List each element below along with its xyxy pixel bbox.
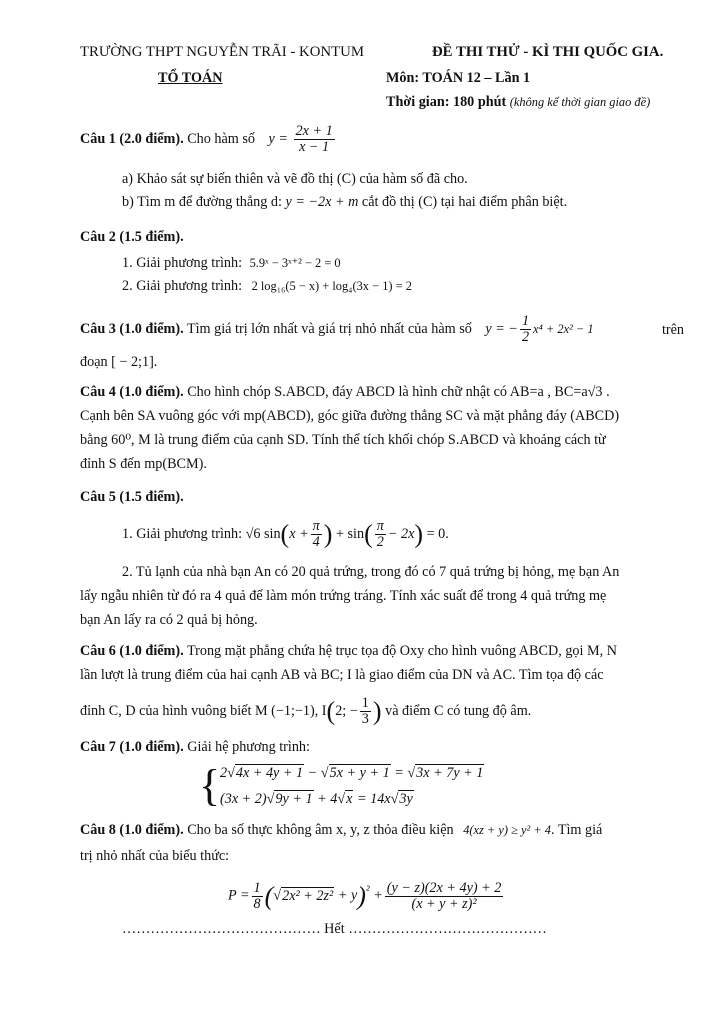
q1-part-b [122, 191, 567, 213]
q6-fraction [360, 696, 371, 727]
q1-intro-line [80, 124, 337, 155]
q7-eq1-root-1: 4x + 4y + 1 [235, 765, 304, 781]
q1-part-a: a) Khảo sát sự biến thiên và vẽ đồ thị (C) của hàm số đã cho. [122, 171, 468, 187]
q5-label: Câu 5 (1.5 điểm). [80, 489, 184, 505]
exam-title: ĐỀ THI THỬ - KÌ THI QUỐC GIA. [432, 44, 664, 60]
q8-f2-num: (y − z)(2x + 4y) + 2 [386, 879, 502, 896]
q8-f2-den: (x + y + z)² [411, 895, 477, 912]
q8-line-2: trị nhỏ nhất của biểu thức: [80, 848, 230, 864]
q4-line-1 [80, 381, 684, 405]
q8-root: 2x² + 2z² [282, 887, 334, 904]
q5-part-2-line-1: 2. Tủ lạnh của nhà bạn An có 20 quả trứng, trong đó có 7 quả trứng bị hỏng, mẹ bạn An [122, 564, 620, 580]
q7-eq1-root-sign-1: √ [227, 765, 235, 781]
q7-eq1-equals: = [394, 765, 404, 781]
q6-line-2: lần lượt là trung điểm của hai cạnh AB và BC; I là giao điểm của DN và AC. Tìm tọa độ các [80, 667, 604, 683]
q7-eq1-coef: 2 [220, 765, 228, 781]
school-name: TRƯỜNG THPT NGUYỄN TRÃI - KONTUM [80, 44, 364, 60]
q7-label: Câu 7 (1.0 điểm). [80, 739, 184, 755]
q5-frac-pi-2 [375, 519, 386, 550]
footer-end-line [122, 921, 547, 938]
q3-denominator: 2 [521, 329, 530, 345]
q8-plus: + [373, 887, 383, 904]
q4-line-4: đỉnh S đến mp(BCM). [80, 456, 207, 472]
q5-den-2: 2 [376, 534, 384, 551]
q5-p1-pre: 1. Giải phương trình: [122, 526, 243, 542]
q5-part-1 [122, 517, 449, 552]
q8-text-1-end: . Tìm giá [550, 822, 603, 838]
q3-func-pre: y = − [485, 320, 518, 337]
q7-eq1-minus: − [307, 765, 318, 781]
q3-interval: đoạn [ − 2;1]. [80, 354, 158, 370]
q5-pi-2: π [376, 518, 384, 535]
q7-eq2-rhs: = 14x [356, 791, 391, 807]
q5-p1-a: √6 sin [245, 526, 281, 542]
q5-p1-e: = 0. [426, 526, 449, 542]
q6-i-a: 2; − [335, 703, 358, 719]
q6-denominator: 3 [361, 711, 369, 728]
q1-intro: Cho hàm số [187, 130, 255, 147]
q3-line [80, 314, 684, 345]
q7-eq2-root-sign-2: √ [337, 791, 346, 807]
q8-line-1 [80, 822, 684, 839]
q7-equation-1 [220, 765, 484, 782]
q7-eq2-root-1: 9y + 1 [275, 791, 313, 807]
q1-fraction [294, 124, 335, 155]
department-name: TỔ TOÁN [158, 70, 223, 86]
q7-eq1-root-3: 3x + 7y + 1 [416, 765, 484, 781]
q3-tail: trên [661, 322, 684, 338]
q1-b-eq: y = −2x + m [285, 194, 359, 210]
q7-eq2-root-sign-1: √ [266, 791, 275, 807]
q3-text: Tìm giá trị lớn nhất và giá trị nhỏ nhất của hàm số [186, 320, 472, 337]
q6-paren-close: ) [372, 696, 382, 726]
q7-system-brace: { [199, 761, 221, 810]
q5-den-4: 4 [312, 534, 320, 551]
q7-text: Giải hệ phương trình: [187, 739, 310, 755]
q2-part-2 [122, 275, 412, 297]
q7-eq2-factor: (3x + 2) [220, 791, 267, 807]
q8-f-num: 1 [253, 879, 261, 896]
q8-root-sign: √ [273, 887, 282, 904]
q8-frac-1-8 [252, 881, 263, 912]
time-line [386, 94, 650, 111]
time-label: Thời gian: 180 phút [386, 94, 507, 110]
q8-frac-2 [385, 881, 504, 912]
q2-part-1 [122, 252, 341, 274]
q8-paren-open: ( [264, 881, 274, 911]
q7-eq2-plus: + 4 [317, 791, 338, 807]
q5-paren-close-1: ) [323, 519, 333, 549]
q8-text-1: Cho ba số thực không âm x, y, z thỏa điều kiện [187, 822, 454, 838]
q7-line [80, 739, 310, 756]
q6-line-1 [80, 640, 684, 664]
q5-paren-close-2: ) [414, 519, 424, 549]
q8-p-lhs: P = [228, 887, 250, 904]
q4-line-3: bằng 60⁰, M là trung điểm của cạnh SD. Tính thể tích khối chóp S.ABCD và khoảng cách từ [80, 432, 606, 448]
footer-dots-right: …………………………………… [348, 921, 547, 937]
q7-eq2-root-sign-3: √ [390, 791, 399, 807]
q6-line-3 [80, 694, 531, 729]
q8-condition: 4(xz + y) ≥ y² + 4 [463, 823, 551, 837]
q5-pi-1: π [312, 518, 320, 535]
q1-numerator: 2x + 1 [295, 123, 333, 139]
q6-text-1: Trong mặt phẳng chứa hệ trục tọa độ Oxy cho hình vuông ABCD, gọi M, N [186, 643, 617, 659]
q7-eq2-root-2: x [346, 791, 353, 807]
q8-plus-y: + y [337, 887, 358, 904]
q5-frac-pi-4 [311, 519, 322, 550]
q7-eq2-root-3: 3y [399, 791, 413, 807]
q2-p2-eq: 2 log₁₆(5 − x) + log₄(3x − 1) = 2 [251, 279, 412, 293]
q8-square: ² [365, 883, 370, 897]
q5-part-2-line-2: lấy ngẫu nhiên từ đó ra 4 quả để làm món trứng tráng. Tính xác suất để trong 4 quả trứng mẹ [80, 588, 607, 604]
q2-p1-pre: 1. Giải phương trình: [122, 255, 243, 271]
q6-label: Câu 6 (1.0 điểm). [80, 643, 184, 659]
q5-p1-b: x + [289, 526, 309, 542]
q5-paren-open-2: ( [364, 519, 373, 549]
q7-eq1-root-2: 5x + y + 1 [329, 765, 390, 781]
q6-paren-open: ( [326, 696, 336, 726]
footer-dots-left: …………………………………… [122, 921, 321, 937]
q1-b-post: cắt đồ thị (C) tại hai điểm phân biệt. [361, 194, 568, 210]
q4-text-1: Cho hình chóp S.ABCD, đáy ABCD là hình chữ nhật có AB=a , BC=a√3 . [187, 384, 610, 400]
q2-label: Câu 2 (1.5 điểm). [80, 229, 184, 245]
q3-fraction [520, 314, 531, 345]
q5-p1-d: − 2x [387, 526, 415, 542]
q4-label: Câu 4 (1.0 điểm). [80, 384, 184, 400]
q8-expression [228, 870, 505, 916]
q6-line3-pre: đỉnh C, D của hình vuông biết M (−1;−1), I [80, 703, 327, 719]
q7-eq1-root-sign-2: √ [320, 765, 329, 781]
subject-line: Môn: TOÁN 12 – Lần 1 [386, 70, 531, 86]
q1-label: Câu 1 (2.0 điểm). [80, 130, 184, 147]
footer-end-word: Hết [324, 921, 345, 937]
q3-numerator: 1 [521, 313, 530, 329]
q7-eq1-root-sign-3: √ [407, 765, 416, 781]
q8-paren-close: ) [357, 881, 366, 911]
q4-line-2: Cạnh bên SA vuông góc với mp(ABCD), góc giữa đường thẳng SC và mặt phẳng đáy (ABCD) [80, 408, 620, 424]
q5-part-2-line-3: bạn An lấy ra có 2 quả bị hỏng. [80, 612, 258, 628]
q6-numerator: 1 [361, 695, 369, 712]
q2-p1-eq: 5.9ˣ − 3ˣ⁺² − 2 = 0 [249, 256, 341, 270]
q8-f-den: 8 [253, 895, 261, 912]
time-note: (không kể thời gian giao đề) [509, 95, 651, 109]
q5-p1-c: + sin [335, 526, 365, 542]
q2-p2-pre: 2. Giải phương trình: [122, 278, 243, 294]
q3-func-post: x⁴ + 2x² − 1 [533, 321, 594, 336]
q8-label: Câu 8 (1.0 điểm). [80, 822, 184, 838]
q5-paren-open-1: ( [280, 519, 290, 549]
q3-label: Câu 3 (1.0 điểm). [80, 320, 184, 337]
q7-equation-2 [220, 791, 414, 808]
q6-line3-post: và điểm C có tung độ âm. [385, 703, 532, 719]
q1-b-pre: b) Tìm m để đường thẳng d: [122, 194, 282, 210]
q1-func-lhs: y = [268, 130, 288, 147]
q1-denominator: x − 1 [299, 139, 330, 155]
